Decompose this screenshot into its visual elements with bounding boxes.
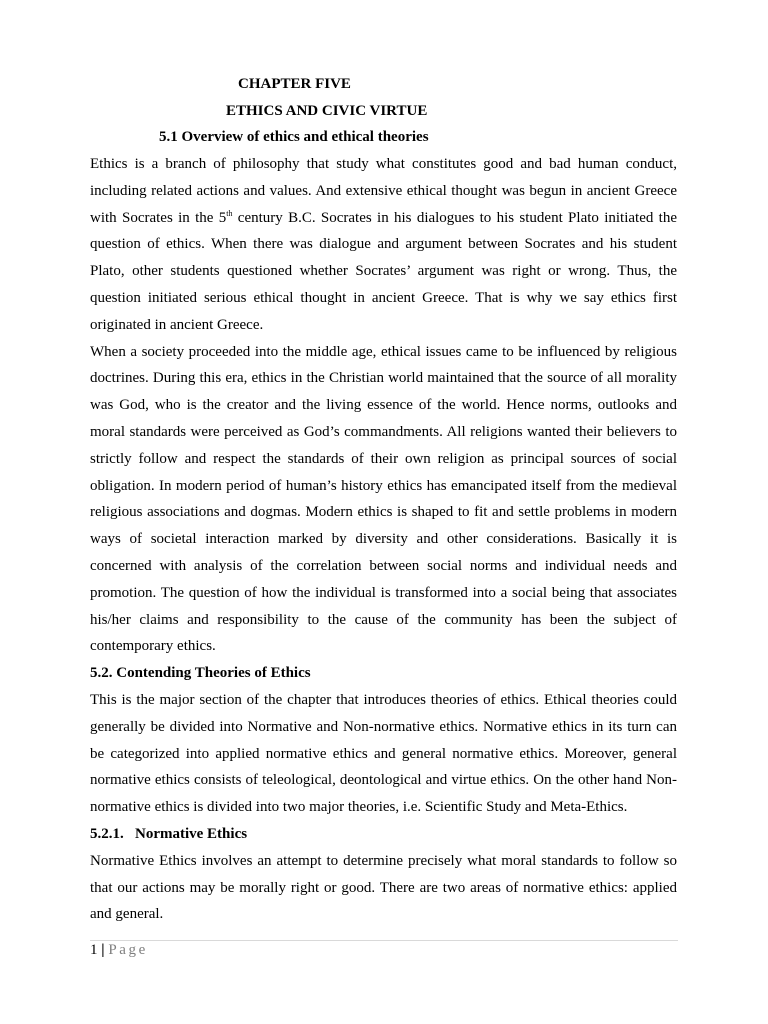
section-number: 5.2.1. <box>90 825 124 842</box>
section-heading-5-2-1 <box>90 821 677 848</box>
section-heading-5-2: 5.2. Contending Theories of Ethics <box>90 665 311 682</box>
page-label: Page <box>108 942 148 958</box>
paragraph-3: This is the major section of the chapter that introduces theories of ethics. Ethical theories could generally be divided into Normative and Non-normative ethics. Normative ethics in its turn can be categorized into applied normative ethics and general normative ethics. Moreover, general normative ethics consists of teleological, deontological and virtue ethics. On the other hand Non-normative ethics is divided into two major theories, i.e. Scientific Study and Meta-Ethics. <box>90 691 677 816</box>
section-heading-5-1: 5.1 Overview of ethics and ethical theories <box>159 129 429 145</box>
superscript-th: th <box>226 208 233 218</box>
paragraph-1 <box>90 151 677 339</box>
section-title: Normative Ethics <box>135 825 248 842</box>
paragraph-4: Normative Ethics involves an attempt to determine precisely what moral standards to follow so that our actions may be morally right or good. There are two areas of normative ethics: applied and general. <box>90 852 677 923</box>
paragraph-1-text-b: century B.C. Socrates in his dialogues to his student Plato initiated the question of ethics. When there was dialogue and argument between Socrates and his student Plato, other students questioned whether Socrates’ argument was right or wrong. Thus, the question initiated serious ethical thought in ancient Greece. That is why we say ethics first originated in ancient Greece. <box>90 209 677 333</box>
footer-divider <box>90 940 678 941</box>
paragraph-2: When a society proceeded into the middle age, ethical issues came to be influenced by religious doctrines. During this era, ethics in the Christian world maintained that the source of all morality was God, who is the creator and the living essence of the world. Hence norms, outlooks and moral standards were perceived as God’s commandments. All religions wanted their believers to strictly follow and respect the standards of their own religion as principal sources of social obligation. In modern period of human’s history ethics has emancipated itself from the medieval religious associations and dogmas. Modern ethics is shaped to fit and settle problems in modern ways of societal interaction marked by diversity and other considerations. Basically it is concerned with analysis of the correlation between social norms and individual needs and promotion. The question of how the individual is transformed into a social being that associates his/her claims and responsibility to the cause of the community has been the subject of contemporary ethics. <box>90 343 677 655</box>
chapter-title: ETHICS AND CIVIC VIRTUE <box>226 103 428 119</box>
chapter-heading: CHAPTER FIVE <box>238 76 351 92</box>
page-footer <box>90 942 148 959</box>
document-body <box>90 151 677 928</box>
page-number: 1 <box>90 942 98 958</box>
paragraph-1-text-a: Ethics is a branch of philosophy that study what constitutes good and bad human conduct, including related actions and values. And extensive ethical thought was begun in ancient Greece with Socrates in the 5 <box>90 156 677 226</box>
footer-separator: | <box>101 942 105 958</box>
